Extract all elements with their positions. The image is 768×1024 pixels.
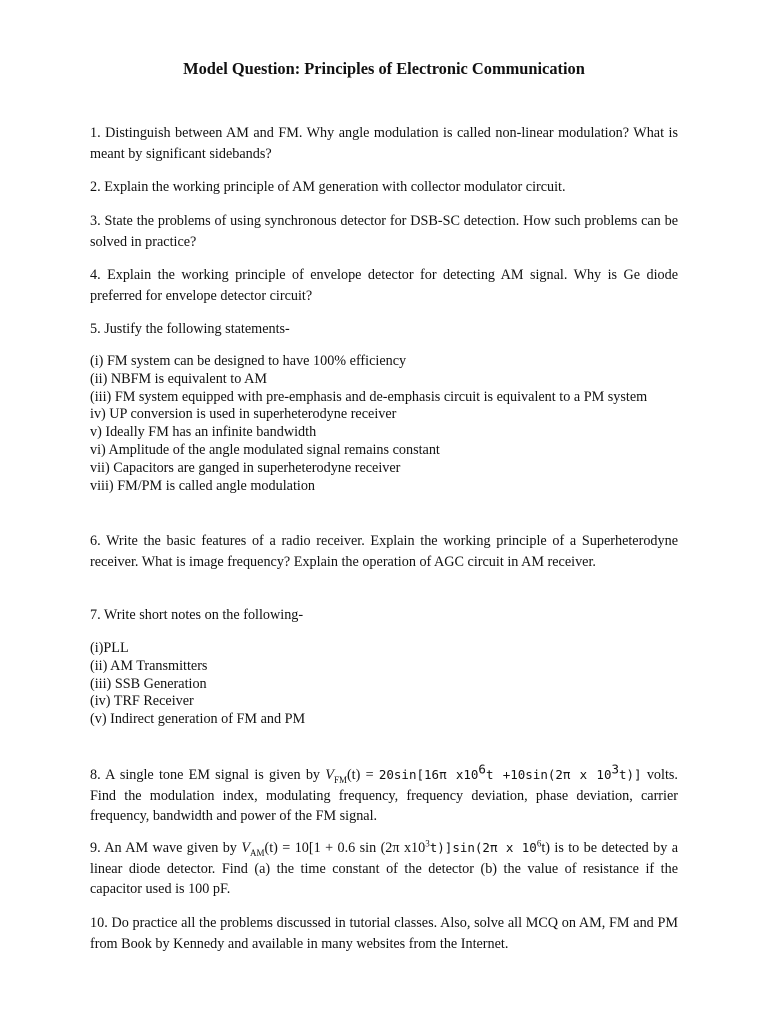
list-item: (iii) FM system equipped with pre-emphasis and de-emphasis circuit is equivalent to a PM system bbox=[90, 388, 648, 405]
page-title: Model Question: Principles of Electronic Communication bbox=[183, 59, 585, 78]
list-item: (ii) NBFM is equivalent to AM bbox=[90, 370, 267, 387]
question-1: 1. Distinguish between AM and FM. Why angle modulation is called non-linear modulation? What is meant by significant sidebands? bbox=[90, 125, 678, 162]
list-item: viii) FM/PM is called angle modulation bbox=[90, 477, 316, 494]
list-item: (i)PLL bbox=[90, 640, 129, 656]
question-6: 6. Write the basic features of a radio receiver. Explain the working principle of a Superheterodyne receiver. What is image frequency? Explain the operation of AGC circuit in AM receiver. bbox=[90, 533, 678, 570]
list-item: (i) FM system can be designed to have 100% efficiency bbox=[90, 353, 407, 369]
list-item: iv) UP conversion is used in superheterodyne receiver bbox=[90, 406, 397, 423]
list-item: (v) Indirect generation of FM and PM bbox=[90, 711, 306, 728]
question-7-heading: 7. Write short notes on the following- bbox=[90, 607, 304, 623]
list-item: (iv) TRF Receiver bbox=[90, 693, 194, 710]
question-2: 2. Explain the working principle of AM generation with collector modulator circuit. bbox=[90, 179, 566, 195]
list-item: (ii) AM Transmitters bbox=[90, 657, 208, 674]
list-item: vi) Amplitude of the angle modulated signal remains constant bbox=[90, 441, 440, 458]
question-7-notes bbox=[90, 640, 678, 729]
question-3: 3. State the problems of using synchronous detector for DSB-SC detection. How such problems can be solved in practice? bbox=[90, 213, 678, 250]
question-5-statements bbox=[90, 353, 678, 495]
question-10: 10. Do practice all the problems discussed in tutorial classes. Also, solve all MCQ on AM, FM and PM from Book by Kennedy and available in many websites from the Internet. bbox=[90, 915, 678, 952]
question-4: 4. Explain the working principle of envelope detector for detecting AM signal. Why is Ge diode preferred for envelope detector circuit? bbox=[90, 267, 678, 304]
question-8: 8. A single tone EM signal is given by $V_{FM}(t) = 20\sin[16\pi$ $x10^6t +10\sin(2\pi$ x $10^3t$)] volts. Find the modulation index, modulating frequency, frequency deviation, phase deviation, carrier frequency, bandwidth and power of the FM signal. bbox=[90, 761, 678, 824]
list-item: (iii) SSB Generation bbox=[90, 675, 207, 692]
question-9: 9. An AM wave given by $V_{AM}(t) = 10[1 + 0.6$ sin (2π $x10^3t)]\sin(2\pi$ x $10^6t$) is to be detected by a linear diode detector. Find (a) the time constant of the detector (b) the value of resistance if the capacitor used is 100 pF. bbox=[90, 838, 679, 897]
list-item: v) Ideally FM has an infinite bandwidth bbox=[90, 424, 317, 441]
list-item: vii) Capacitors are ganged in superheterodyne receiver bbox=[90, 459, 401, 476]
question-5-heading: 5. Justify the following statements- bbox=[90, 321, 290, 337]
